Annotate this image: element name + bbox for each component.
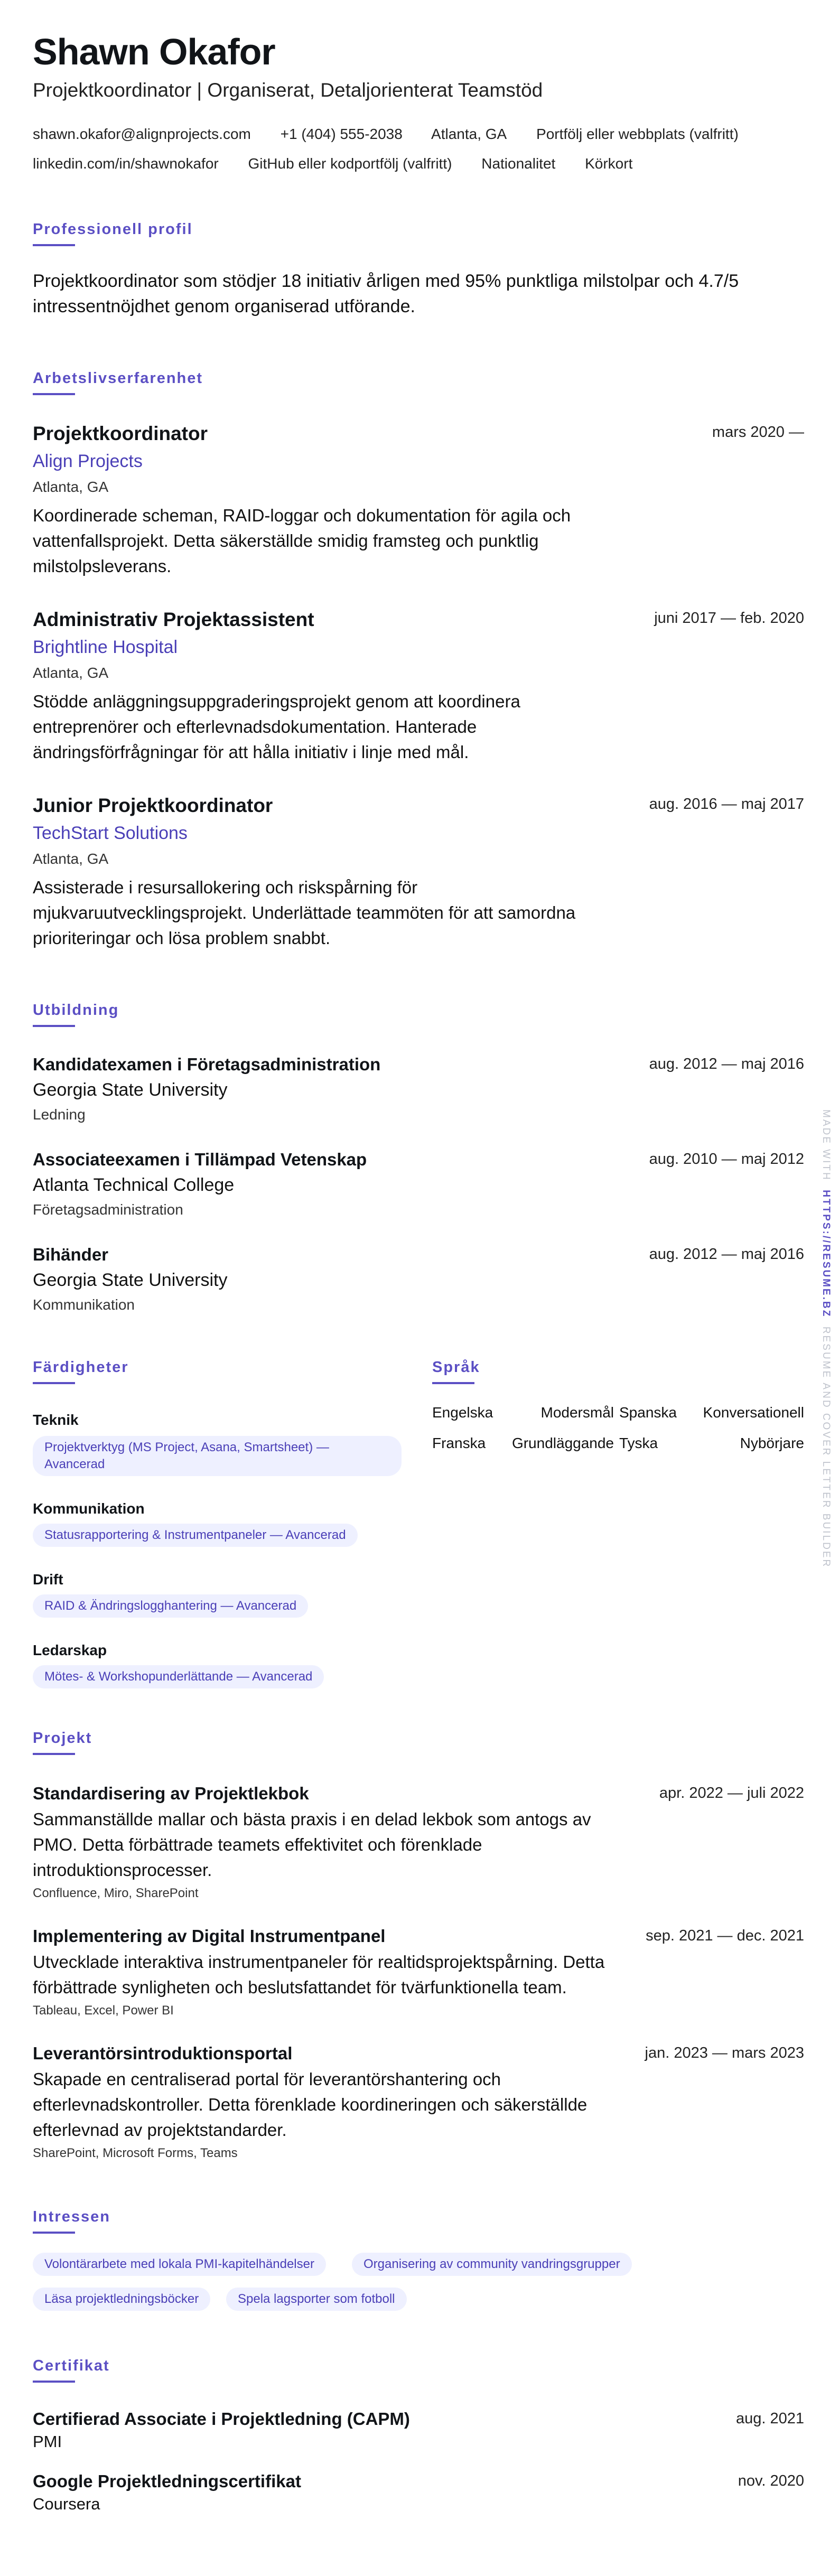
candidate-name: Shawn Okafor: [33, 31, 275, 72]
skill-category: Kommunikation: [33, 1500, 145, 1517]
certificate-issuer: Coursera: [33, 2495, 100, 2513]
edu-date: aug. 2010 — maj 2012: [649, 1151, 804, 1168]
nationality: Nationalitet: [481, 155, 556, 172]
skill-chip: Projektverktyg (MS Project, Asana, Smartsheet) — Avancerad: [33, 1436, 402, 1476]
skill-category: Teknik: [33, 1412, 79, 1428]
contact-row-1: [33, 126, 764, 143]
edu-degree: Bihänder: [33, 1245, 109, 1264]
section-divider: [33, 2232, 75, 2234]
location: Atlanta, GA: [431, 126, 507, 142]
section-divider: [33, 244, 75, 246]
phone: +1 (404) 555-2038: [280, 126, 403, 142]
section-title-certificates: Certifikat: [33, 2357, 110, 2374]
job-title: Projektkoordinator: [33, 423, 208, 444]
language-name: Spanska: [619, 1404, 677, 1421]
made-with-sidebar: [818, 1109, 832, 1569]
project-description: Skapade en centraliserad portal för leverantörshantering och efterlevnadskontroller. Detta förenklade koordineringen och säkerställde efterlevnad av projektstandarder.: [33, 2069, 588, 2140]
certificate-date: aug. 2021: [735, 2410, 804, 2427]
edu-degree: Associateexamen i Tillämpad Vetenskap: [33, 1150, 367, 1169]
edu-school: Georgia State University: [33, 1270, 228, 1290]
certificate-issuer: PMI: [33, 2432, 62, 2451]
profile-summary: Projektkoordinator som stödjer 18 initiativ årligen med 95% punktliga milstolpar och 4.7/5 intressentnöjdhet genom organiserad utförande.: [33, 271, 739, 316]
edu-school: Atlanta Technical College: [33, 1175, 235, 1195]
github-link[interactable]: GitHub eller kodportfölj (valfritt): [248, 155, 452, 172]
section-divider: [33, 1025, 75, 1027]
job-location: Atlanta, GA: [33, 851, 109, 867]
job-company: Align Projects: [33, 451, 143, 471]
section-divider: [432, 1382, 474, 1384]
project-description: Sammanställde mallar och bästa praxis i en delad lekbok som antogs av PMO. Detta förbättrade teamets effektivitet och förenklade introduktionsprocesser.: [33, 1809, 591, 1880]
section-title-experience: Arbetslivserfarenhet: [33, 370, 203, 387]
certificate-date: nov. 2020: [738, 2472, 804, 2489]
project-description: Utvecklade interaktiva instrumentpaneler för realtidsprojektspårning. Detta förbättrade synligheten och beslutsfattandet för tvärfunktionella team.: [33, 1952, 605, 1997]
language-name: Franska: [432, 1435, 486, 1451]
job-date: aug. 2016 — maj 2017: [649, 796, 804, 813]
language-level: Nybörjare: [740, 1435, 804, 1451]
job-title: Junior Projektkoordinator: [33, 795, 273, 816]
project-tech: Confluence, Miro, SharePoint: [33, 1886, 199, 1900]
email-link[interactable]: shawn.okafor@alignprojects.com: [33, 126, 251, 142]
contact-row-2: [33, 155, 658, 172]
job-company: Brightline Hospital: [33, 637, 178, 657]
portfolio-link[interactable]: Portfölj eller webbplats (valfritt): [536, 126, 739, 142]
skill-chip: Statusrapportering & Instrumentpaneler — Avancerad: [33, 1524, 358, 1547]
edu-school: Georgia State University: [33, 1080, 228, 1100]
project-title: Implementering av Digital Instrumentpanel: [33, 1926, 386, 1946]
section-title-education: Utbildning: [33, 1002, 119, 1019]
certificate-name: Certifierad Associate i Projektledning (CAPM): [33, 2409, 410, 2429]
section-title-projects: Projekt: [33, 1730, 92, 1747]
project-tech: SharePoint, Microsoft Forms, Teams: [33, 2146, 238, 2160]
job-description: Assisterade i resursallokering och riskspårning för mjukvaruutvecklingsprojekt. Underlättade teammöten för att samordna prioriteringar och lösa problem snabbt.: [33, 878, 576, 948]
made-with-text: [820, 1109, 832, 1568]
project-title: Standardisering av Projektlekbok: [33, 1784, 309, 1803]
made-with-prefix: MADE WITH: [821, 1109, 832, 1181]
edu-date: aug. 2012 — maj 2016: [649, 1056, 804, 1072]
drivers-license: Körkort: [585, 155, 633, 172]
resume-bz-link[interactable]: HTTPS://RESUME.BZ: [821, 1190, 832, 1318]
edu-field: Ledning: [33, 1106, 86, 1123]
job-location: Atlanta, GA: [33, 479, 109, 495]
section-divider: [33, 1753, 75, 1755]
edu-date: aug. 2012 — maj 2016: [649, 1246, 804, 1263]
section-title-languages: Språk: [432, 1359, 480, 1376]
skill-chip: RAID & Ändringslogghantering — Avancerad: [33, 1594, 308, 1618]
project-title: Leverantörsintroduktionsportal: [33, 2043, 293, 2063]
headline: Projektkoordinator | Organiserat, Detaljorienterat Teamstöd: [33, 79, 543, 101]
project-date: apr. 2022 — juli 2022: [659, 1785, 804, 1802]
job-title: Administrativ Projektassistent: [33, 609, 314, 630]
linkedin-link[interactable]: linkedin.com/in/shawnokafor: [33, 155, 219, 172]
job-company: TechStart Solutions: [33, 823, 188, 843]
skill-category: Drift: [33, 1571, 63, 1588]
interest-chip: Organisering av community vandringsgrupper: [352, 2253, 632, 2276]
section-title-skills: Färdigheter: [33, 1359, 129, 1376]
interest-chip: Läsa projektledningsböcker: [33, 2288, 210, 2311]
interest-chip: Spela lagsporter som fotboll: [226, 2288, 407, 2311]
section-divider: [33, 2381, 75, 2383]
project-date: jan. 2023 — mars 2023: [645, 2045, 804, 2061]
section-title-interests: Intressen: [33, 2208, 110, 2225]
language-name: Engelska: [432, 1404, 493, 1421]
section-divider: [33, 393, 75, 395]
section-title-profile: Professionell profil: [33, 221, 193, 238]
job-date: mars 2020 —: [712, 424, 804, 441]
certificate-name: Google Projektledningscertifikat: [33, 2471, 301, 2491]
skill-chip: Mötes- & Workshopunderlättande — Avancerad: [33, 1665, 324, 1688]
language-name: Tyska: [619, 1435, 658, 1451]
edu-field: Kommunikation: [33, 1296, 135, 1313]
project-tech: Tableau, Excel, Power BI: [33, 2003, 174, 2018]
job-description: Stödde anläggningsuppgraderingsprojekt genom att koordinera entreprenörer och efterlevnadsdokumentation. Hanterade ändringsförfrågningar för att hålla initiativ i linje med mål.: [33, 692, 520, 762]
interest-chip: Volontärarbete med lokala PMI-kapitelhändelser: [33, 2253, 326, 2276]
job-description: Koordinerade scheman, RAID-loggar och dokumentation för agila och vattenfallsprojekt. Detta säkerställde smidig framsteg och punktlig milstolpsleverans.: [33, 506, 571, 576]
section-divider: [33, 1382, 75, 1384]
language-level: Konversationell: [703, 1404, 804, 1421]
language-level: Grundläggande: [511, 1435, 614, 1451]
edu-degree: Kandidatexamen i Företagsadministration: [33, 1054, 381, 1074]
job-location: Atlanta, GA: [33, 665, 109, 681]
edu-field: Företagsadministration: [33, 1201, 183, 1218]
made-with-suffix: RESUME AND COVER LETTER BUILDER: [821, 1326, 832, 1569]
job-date: juni 2017 — feb. 2020: [654, 610, 804, 627]
project-date: sep. 2021 — dec. 2021: [646, 1927, 804, 1944]
language-level: Modersmål: [540, 1404, 614, 1421]
skill-category: Ledarskap: [33, 1642, 107, 1658]
